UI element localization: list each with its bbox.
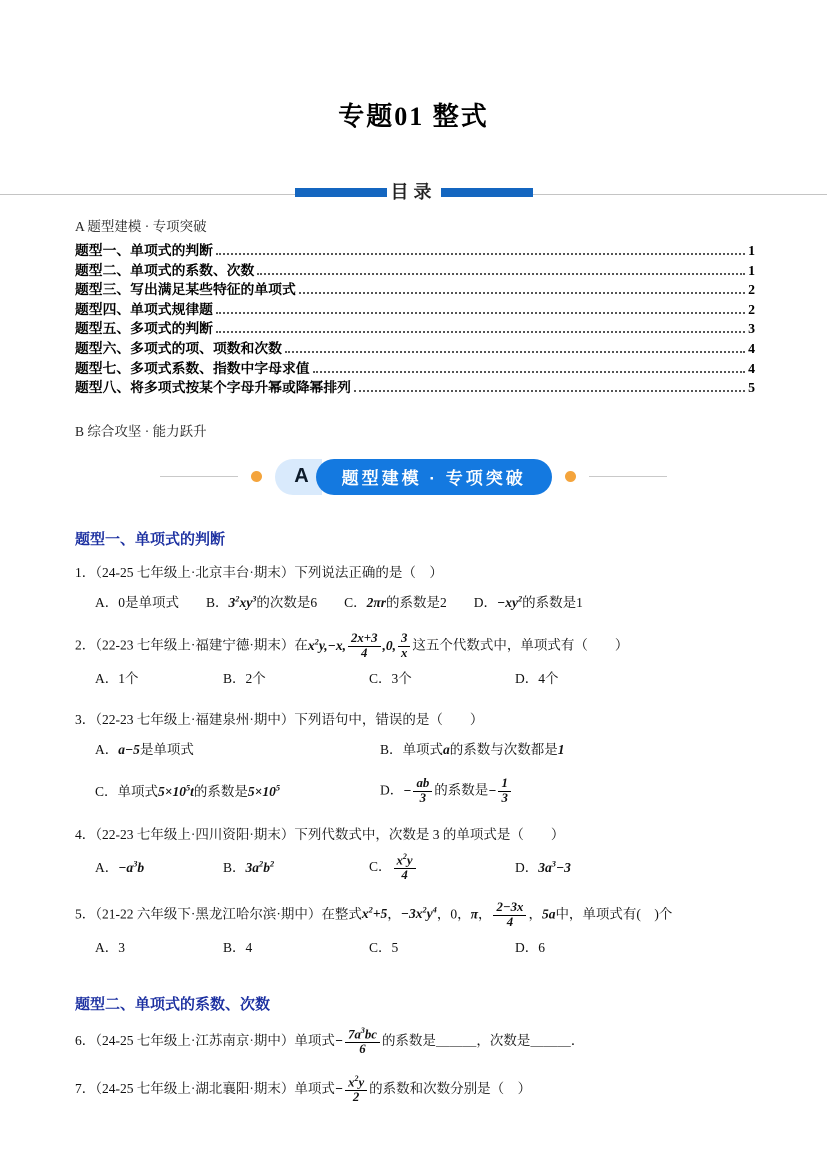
toc-item-label: 题型三、写出满足某些特征的单项式	[75, 282, 296, 298]
problem-stem: 2．（22-23 七年级上·福建宁德·期末）在$x^2y,-x$, $\frac{2x+3}{4}$ ,0, $\frac{3}{x}$ 这五个代数式中，单项式有（ ）	[75, 631, 629, 661]
section-heading: 题型二、单项式的系数、次数	[75, 997, 271, 1014]
toc-item[interactable]	[75, 378, 755, 398]
toc-bar-right	[441, 188, 533, 197]
toc-item[interactable]	[75, 300, 755, 320]
option-item: B．4	[223, 939, 253, 955]
problem-stem: 3．（22-23 七年级上·福建泉州·期中）下列语句中，错误的是（ ）	[75, 711, 484, 727]
option-item: D．$-xy^2$的系数是1	[473, 594, 583, 610]
toc-leader-dots	[313, 371, 746, 373]
toc-page-number: 4	[748, 340, 755, 356]
badge-dot-left	[251, 471, 262, 482]
option-item: C．单项式$5\times 10^5t$的系数是$5\times 10^5$	[95, 783, 281, 799]
toc-item-label: 题型六、多项式的项、项数和次数	[75, 340, 282, 356]
toc-page-number: 3	[748, 321, 755, 337]
page-title: 专题01 整式	[338, 102, 489, 131]
toc-page-number: 2	[748, 282, 755, 298]
option-item: A．a−5是单项式	[95, 741, 194, 757]
option-item: D．6	[515, 939, 545, 955]
option-item: C．5	[369, 939, 399, 955]
toc-item[interactable]	[75, 241, 755, 261]
options-row	[75, 935, 757, 961]
toc-leader-dots	[257, 273, 745, 275]
option-item: A．$-a^3b$	[95, 859, 145, 876]
badge-letter: A	[275, 459, 321, 495]
toc-header	[0, 181, 827, 203]
toc-page-number: 5	[748, 380, 755, 396]
problem-stem: 4．（22-23 七年级上·四川资阳·期末）下列代数式中，次数是 3 的单项式是（ ）	[75, 826, 565, 842]
option-item: B．$3a^2b^2$	[223, 859, 275, 876]
option-item: A．0是单项式	[95, 594, 179, 610]
options-row	[75, 737, 757, 807]
option-item: D．− $\frac{ab}{3}$ 的系数是− $\frac{1}{3}$	[380, 776, 757, 807]
option-item: C．3个	[369, 671, 412, 687]
toc	[75, 217, 755, 441]
toc-item-label: 题型二、单项式的系数、次数	[75, 262, 255, 278]
problem-stem: 5．（21-22 六年级下·黑龙江哈尔滨·期中）在整式$x^2+5$，$-3x^2y^4$，0，π， $\frac{2-3x}{4}$ ，5a中，单项式有( )个	[75, 899, 673, 929]
section-a-badge	[0, 459, 827, 495]
option-item: D．$3a^3-3$	[515, 859, 571, 876]
badge-pill	[275, 459, 552, 495]
badge-label: 题型建模 · 专项突破	[316, 459, 552, 495]
badge-line-left	[160, 476, 238, 477]
option-item: D．4个	[515, 671, 559, 687]
toc-leader-dots	[299, 292, 745, 294]
toc-item[interactable]	[75, 319, 755, 339]
toc-leader-dots	[216, 312, 745, 314]
toc-page-number: 1	[748, 262, 755, 278]
toc-item-label: 题型五、多项式的判断	[75, 321, 213, 337]
option-item: C．2πr的系数是2	[344, 594, 447, 610]
toc-item[interactable]	[75, 280, 755, 300]
toc-title: 目录	[387, 181, 441, 203]
toc-leader-dots	[216, 253, 745, 255]
option-item: B．$3^2xy^3$的次数是6	[206, 594, 318, 610]
option-item: B．单项式a的系数与次数都是1	[380, 741, 565, 757]
toc-page-number: 4	[748, 360, 755, 376]
badge-line-right	[589, 476, 667, 477]
toc-page-number: 1	[748, 243, 755, 258]
toc-item-label: 题型八、将多项式按某个字母升幂或降幂排列	[75, 380, 351, 396]
toc-item[interactable]	[75, 339, 755, 359]
option-item: C． $\frac{x^2y}{4}$	[369, 852, 515, 884]
toc-item-label: 题型四、单项式规律题	[75, 301, 213, 317]
toc-section-a-label: A 题型建模 · 专项突破	[75, 219, 207, 234]
options-row	[75, 666, 757, 692]
options-row	[75, 590, 757, 616]
toc-section-b-label: B 综合攻坚 · 能力跃升	[75, 423, 207, 439]
toc-bar-left	[295, 188, 387, 197]
toc-leader-dots	[354, 390, 745, 392]
option-item: B．2个	[223, 671, 266, 687]
toc-item[interactable]	[75, 359, 755, 379]
option-item: A．3	[95, 939, 125, 955]
badge-dot-right	[565, 471, 576, 482]
toc-page-number: 2	[748, 301, 755, 317]
toc-item[interactable]	[75, 261, 755, 281]
toc-leader-dots	[285, 351, 745, 353]
problem-stem: 1．（24-25 七年级上·北京丰台·期末）下列说法正确的是（ ）	[75, 564, 443, 580]
toc-leader-dots	[216, 331, 745, 333]
option-item: A．1个	[95, 671, 139, 687]
toc-list	[75, 241, 755, 398]
section-heading: 题型一、单项式的判断	[75, 531, 226, 548]
toc-item-label: 题型一、单项式的判断	[75, 243, 213, 258]
toc-item-label: 题型七、多项式系数、指数中字母求值	[75, 360, 310, 376]
options-row	[75, 852, 757, 884]
problems-content	[75, 529, 757, 1106]
problem-stem: 6．（24-25 七年级上·江苏南京·期中）单项式− $\frac{7a^3bc}{6}$ 的系数是＿＿＿，次数是＿＿＿．	[75, 1026, 585, 1057]
problem-stem: 7．（24-25 七年级上·湖北襄阳·期末）单项式− $\frac{x^2y}{2}$ 的系数和次数分别是（ ）	[75, 1074, 532, 1105]
